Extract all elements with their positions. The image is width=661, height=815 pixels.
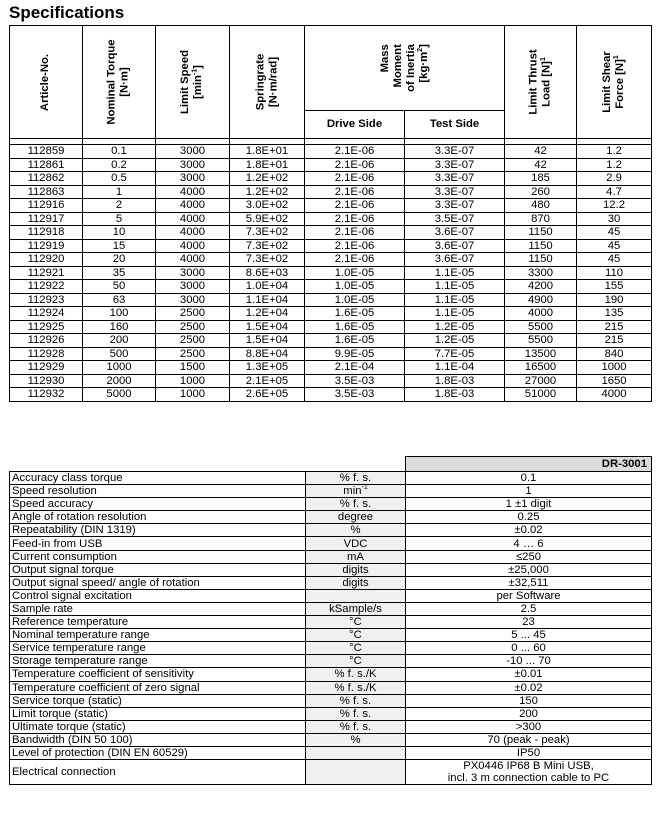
property-unit: $\min^{-1}$ (306, 485, 406, 498)
property-unit: % f. s./K (306, 668, 406, 681)
table-cell: 13500 (505, 347, 577, 361)
property-unit: mA (306, 550, 406, 563)
property-label: Output signal speed/ angle of rotation (10, 576, 306, 589)
table-cell: 1.2E-05 (405, 320, 505, 334)
table-row (10, 334, 652, 348)
table-cell: 112928 (10, 347, 83, 361)
table-cell: 5 (83, 212, 156, 226)
property-label: Current consumption (10, 550, 306, 563)
table-cell: 3.5E-03 (305, 388, 405, 402)
table-cell: 2.1E+05 (230, 374, 305, 388)
table-cell: 63 (83, 293, 156, 307)
property-value: ≤250 (406, 550, 652, 563)
table-cell: 3000 (156, 293, 230, 307)
table-row (10, 158, 652, 172)
table-cell: 112920 (10, 253, 83, 267)
table-cell: 2.9 (577, 172, 652, 186)
table-cell: 42 (505, 145, 577, 159)
table-cell: 200 (83, 334, 156, 348)
table-cell: 4000 (577, 388, 652, 402)
property-value: 23 (406, 616, 652, 629)
table-cell: 3.5E-03 (305, 374, 405, 388)
table-cell: 4000 (505, 307, 577, 321)
table-cell: 9.9E-05 (305, 347, 405, 361)
property-unit: digits (306, 563, 406, 576)
table-cell: 1.1E-05 (405, 293, 505, 307)
property-unit (306, 760, 406, 785)
table-cell: 2.6E+05 (230, 388, 305, 402)
table-cell: 1.1E-04 (405, 361, 505, 375)
table-cell: 1.1E+04 (230, 293, 305, 307)
property-label: Speed resolution (10, 485, 306, 498)
header-drive-side: Drive Side (305, 110, 405, 138)
table-cell: 2500 (156, 307, 230, 321)
property-row (10, 746, 652, 759)
table-cell: 1.0E-05 (305, 293, 405, 307)
property-value: 5 ... 45 (406, 629, 652, 642)
property-value: 0 ... 60 (406, 642, 652, 655)
table-row (10, 199, 652, 213)
table-cell: 185 (505, 172, 577, 186)
property-unit: °C (306, 642, 406, 655)
property-unit: VDC (306, 537, 406, 550)
property-row (10, 668, 652, 681)
table-cell: 2.1E-04 (305, 361, 405, 375)
table-cell: 2.1E-06 (305, 199, 405, 213)
property-label: Sample rate (10, 602, 306, 615)
table-cell: 4000 (156, 212, 230, 226)
header-springrate: Springrate [N·m/rad] (230, 26, 305, 139)
table-cell: 16500 (505, 361, 577, 375)
header-mass-moment-of-inertia: Mass Moment of Inertia $[kg\cdot m^2]$ (305, 26, 505, 111)
table-cell: 8.6E+03 (230, 266, 305, 280)
table-cell: 7.7E-05 (405, 347, 505, 361)
property-label: Reference temperature (10, 616, 306, 629)
table-cell: 2500 (156, 347, 230, 361)
table-cell: 8.8E+04 (230, 347, 305, 361)
table-cell: 1000 (156, 374, 230, 388)
property-row (10, 550, 652, 563)
table-cell: 4200 (505, 280, 577, 294)
table-cell: 1.5E+04 (230, 320, 305, 334)
table-cell: 1000 (83, 361, 156, 375)
table-cell: 1.5E+04 (230, 334, 305, 348)
property-value: 150 (406, 694, 652, 707)
table-cell: 1.6E-05 (305, 334, 405, 348)
table-cell: 2.1E-06 (305, 158, 405, 172)
property-unit: % (306, 733, 406, 746)
properties-table (9, 456, 652, 785)
property-value: per Software (406, 589, 652, 602)
table-cell: 215 (577, 320, 652, 334)
property-value: 0.1 (406, 472, 652, 485)
property-row (10, 602, 652, 615)
table-cell: 20 (83, 253, 156, 267)
table-cell: 1.8E-03 (405, 388, 505, 402)
table-cell: 5500 (505, 320, 577, 334)
property-row (10, 485, 652, 498)
property-row (10, 733, 652, 746)
table-cell: 1.6E-05 (305, 320, 405, 334)
table-cell: 3000 (156, 158, 230, 172)
table-row (10, 185, 652, 199)
table-row (10, 280, 652, 294)
table-cell: 1.2E+04 (230, 307, 305, 321)
table-cell: 215 (577, 334, 652, 348)
property-label: Service temperature range (10, 642, 306, 655)
property-label: Electrical connection (10, 760, 306, 785)
table-cell: 112930 (10, 374, 83, 388)
table-cell: 12.2 (577, 199, 652, 213)
table-row (10, 226, 652, 240)
table-cell: 112859 (10, 145, 83, 159)
table-cell: 1.1E-05 (405, 280, 505, 294)
table-cell: 0.2 (83, 158, 156, 172)
table-cell: 3000 (156, 266, 230, 280)
table-cell: 10 (83, 226, 156, 240)
table-cell: 3000 (156, 172, 230, 186)
table-cell: 1.6E-05 (305, 307, 405, 321)
property-value: -10 ... 70 (406, 655, 652, 668)
table-cell: 2.1E-06 (305, 185, 405, 199)
table-cell: 160 (83, 320, 156, 334)
table-cell: 2.1E-06 (305, 145, 405, 159)
property-row (10, 694, 652, 707)
table-cell: 3300 (505, 266, 577, 280)
table-cell: 2000 (83, 374, 156, 388)
table-cell: 2500 (156, 334, 230, 348)
property-unit: kSample/s (306, 602, 406, 615)
table-cell: 112917 (10, 212, 83, 226)
table-cell: 2.1E-06 (305, 226, 405, 240)
property-row (10, 642, 652, 655)
property-value: 4 … 6 (406, 537, 652, 550)
table-cell: 1.2E+02 (230, 185, 305, 199)
property-label: Output signal torque (10, 563, 306, 576)
property-row (10, 524, 652, 537)
table-cell: 1.1E-05 (405, 307, 505, 321)
property-unit: % f. s. (306, 694, 406, 707)
table-cell: 1.0E-05 (305, 280, 405, 294)
table-cell: 42 (505, 158, 577, 172)
table-cell: 1.3E+05 (230, 361, 305, 375)
table-row (10, 347, 652, 361)
table-cell: 15 (83, 239, 156, 253)
table-cell: 1150 (505, 226, 577, 240)
table-cell: 3.3E-07 (405, 158, 505, 172)
table-cell: 3.6E-07 (405, 253, 505, 267)
table-cell: 5500 (505, 334, 577, 348)
property-value: PX0446 IP68 B Mini USB, incl. 3 m connection cable to PC (406, 760, 652, 785)
table-row (10, 361, 652, 375)
table-cell: 135 (577, 307, 652, 321)
table-cell: 4000 (156, 185, 230, 199)
model-header: DR-3001 (406, 457, 652, 472)
table-cell: 3.0E+02 (230, 199, 305, 213)
table-cell: 112863 (10, 185, 83, 199)
property-label: Control signal excitation (10, 589, 306, 602)
table-cell: 1.2E+02 (230, 172, 305, 186)
property-value: 200 (406, 707, 652, 720)
specifications-table (9, 25, 652, 402)
table-cell: 2.1E-06 (305, 212, 405, 226)
table-cell: 5000 (83, 388, 156, 402)
table-cell: 4000 (156, 253, 230, 267)
property-label: Angle of rotation resolution (10, 511, 306, 524)
property-row (10, 655, 652, 668)
property-unit: % f. s. (306, 498, 406, 511)
property-value: ±0.01 (406, 668, 652, 681)
table-cell: 3000 (156, 145, 230, 159)
table-cell: 3.3E-07 (405, 145, 505, 159)
table-cell: 480 (505, 199, 577, 213)
property-label: Level of protection (DIN EN 60529) (10, 746, 306, 759)
property-row (10, 616, 652, 629)
table-cell: 3.3E-07 (405, 199, 505, 213)
table-cell: 100 (83, 307, 156, 321)
property-row (10, 681, 652, 694)
property-value: 1 (406, 485, 652, 498)
table-cell: 112922 (10, 280, 83, 294)
property-unit: % (306, 524, 406, 537)
table-cell: 112862 (10, 172, 83, 186)
property-label: Accuracy class torque (10, 472, 306, 485)
property-unit: % f. s./K (306, 681, 406, 694)
table-cell: 1.1E-05 (405, 266, 505, 280)
header-limit-shear-force: Limit Shear Force $[N]^1$ (577, 26, 652, 139)
property-label: Feed-in from USB (10, 537, 306, 550)
table-row (10, 253, 652, 267)
table-row (10, 266, 652, 280)
table-cell: 112921 (10, 266, 83, 280)
table-cell: 1000 (577, 361, 652, 375)
table-cell: 7.3E+02 (230, 226, 305, 240)
table-cell: 4900 (505, 293, 577, 307)
table-row (10, 374, 652, 388)
table-cell: 112923 (10, 293, 83, 307)
table-cell: 112932 (10, 388, 83, 402)
property-unit: °C (306, 629, 406, 642)
property-row (10, 720, 652, 733)
table-cell: 7.3E+02 (230, 253, 305, 267)
table-cell: 3000 (156, 280, 230, 294)
property-label: Ultimate torque (static) (10, 720, 306, 733)
header-test-side: Test Side (405, 110, 505, 138)
table-cell: 112929 (10, 361, 83, 375)
property-value: 2.5 (406, 602, 652, 615)
table-cell: 0.5 (83, 172, 156, 186)
property-value: >300 (406, 720, 652, 733)
table-cell: 260 (505, 185, 577, 199)
table-row (10, 239, 652, 253)
table-cell: 4000 (156, 239, 230, 253)
table-cell: 45 (577, 239, 652, 253)
table-cell: 112861 (10, 158, 83, 172)
table-cell: 112916 (10, 199, 83, 213)
table-cell: 155 (577, 280, 652, 294)
table-cell: 3.3E-07 (405, 172, 505, 186)
table-cell: 112926 (10, 334, 83, 348)
property-unit (306, 746, 406, 759)
table-cell: 3.3E-07 (405, 185, 505, 199)
property-unit: °C (306, 655, 406, 668)
table-cell: 2.1E-06 (305, 239, 405, 253)
property-label: Limit torque (static) (10, 707, 306, 720)
table-cell: 1.8E+01 (230, 158, 305, 172)
table-row (10, 388, 652, 402)
table-cell: 1.8E+01 (230, 145, 305, 159)
property-row (10, 576, 652, 589)
table-cell: 1650 (577, 374, 652, 388)
table-cell: 110 (577, 266, 652, 280)
table-cell: 112924 (10, 307, 83, 321)
table-cell: 112919 (10, 239, 83, 253)
property-unit: °C (306, 616, 406, 629)
table-cell: 1.2 (577, 158, 652, 172)
property-label: Service torque (static) (10, 694, 306, 707)
table-cell: 1.2E-05 (405, 334, 505, 348)
property-label: Temperature coefficient of sensitivity (10, 668, 306, 681)
property-value: IP50 (406, 746, 652, 759)
table-cell: 30 (577, 212, 652, 226)
table-cell: 3.6E-07 (405, 239, 505, 253)
property-label: Speed accuracy (10, 498, 306, 511)
property-unit: % f. s. (306, 472, 406, 485)
header-nominal-torque: Nominal Torque [N·m] (83, 26, 156, 139)
header-limit-thrust-load: Limit Thrust Load $[N]^1$ (505, 26, 577, 139)
table-cell: 190 (577, 293, 652, 307)
table-cell: 1150 (505, 253, 577, 267)
table-cell: 45 (577, 253, 652, 267)
table-cell: 1.0E-05 (305, 266, 405, 280)
table-cell: 2 (83, 199, 156, 213)
table-cell: 35 (83, 266, 156, 280)
table-cell: 27000 (505, 374, 577, 388)
property-label: Temperature coefficient of zero signal (10, 681, 306, 694)
page-title: Specifications (9, 3, 125, 22)
property-row (10, 760, 652, 785)
property-unit: digits (306, 576, 406, 589)
header-limit-speed: Limit Speed $[\min^{-1}]$ (156, 26, 230, 139)
property-row (10, 563, 652, 576)
property-label: Storage temperature range (10, 655, 306, 668)
table-cell: 4.7 (577, 185, 652, 199)
header-article: Article-No. (10, 26, 83, 139)
property-value: 0.25 (406, 511, 652, 524)
table-cell: 1.0E+04 (230, 280, 305, 294)
property-unit: degree (306, 511, 406, 524)
table-cell: 50 (83, 280, 156, 294)
table-cell: 1000 (156, 388, 230, 402)
table-cell: 4000 (156, 226, 230, 240)
property-row (10, 511, 652, 524)
property-row (10, 629, 652, 642)
table-row (10, 307, 652, 321)
table-cell: 1.8E-03 (405, 374, 505, 388)
property-row (10, 589, 652, 602)
property-value: ±25,000 (406, 563, 652, 576)
property-row (10, 498, 652, 511)
property-row (10, 707, 652, 720)
property-label: Bandwidth (DIN 50 100) (10, 733, 306, 746)
table-cell: 840 (577, 347, 652, 361)
property-unit (306, 589, 406, 602)
table-cell: 2.1E-06 (305, 253, 405, 267)
table-cell: 112918 (10, 226, 83, 240)
property-value: 1 ±1 digit (406, 498, 652, 511)
property-value: ±0.02 (406, 681, 652, 694)
table-row (10, 212, 652, 226)
property-unit: % f. s. (306, 720, 406, 733)
table-cell: 3.5E-07 (405, 212, 505, 226)
table-row (10, 172, 652, 186)
table-row (10, 145, 652, 159)
table-cell: 1 (83, 185, 156, 199)
property-row (10, 537, 652, 550)
table-row (10, 293, 652, 307)
table-cell: 3.6E-07 (405, 226, 505, 240)
table-cell: 4000 (156, 199, 230, 213)
table-cell: 2500 (156, 320, 230, 334)
property-unit: % f. s. (306, 707, 406, 720)
table-cell: 112925 (10, 320, 83, 334)
property-value: ±32,511 (406, 576, 652, 589)
property-label: Repeatability (DIN 1319) (10, 524, 306, 537)
table-cell: 1500 (156, 361, 230, 375)
table-cell: 2.1E-06 (305, 172, 405, 186)
table-cell: 500 (83, 347, 156, 361)
table-row (10, 320, 652, 334)
table-cell: 0.1 (83, 145, 156, 159)
table-cell: 1.2 (577, 145, 652, 159)
property-row (10, 472, 652, 485)
property-value: 70 (peak - peak) (406, 733, 652, 746)
table-cell: 5.9E+02 (230, 212, 305, 226)
table-cell: 7.3E+02 (230, 239, 305, 253)
table-cell: 45 (577, 226, 652, 240)
property-value: ±0.02 (406, 524, 652, 537)
property-label: Nominal temperature range (10, 629, 306, 642)
table-cell: 51000 (505, 388, 577, 402)
table-cell: 870 (505, 212, 577, 226)
table-cell: 1150 (505, 239, 577, 253)
